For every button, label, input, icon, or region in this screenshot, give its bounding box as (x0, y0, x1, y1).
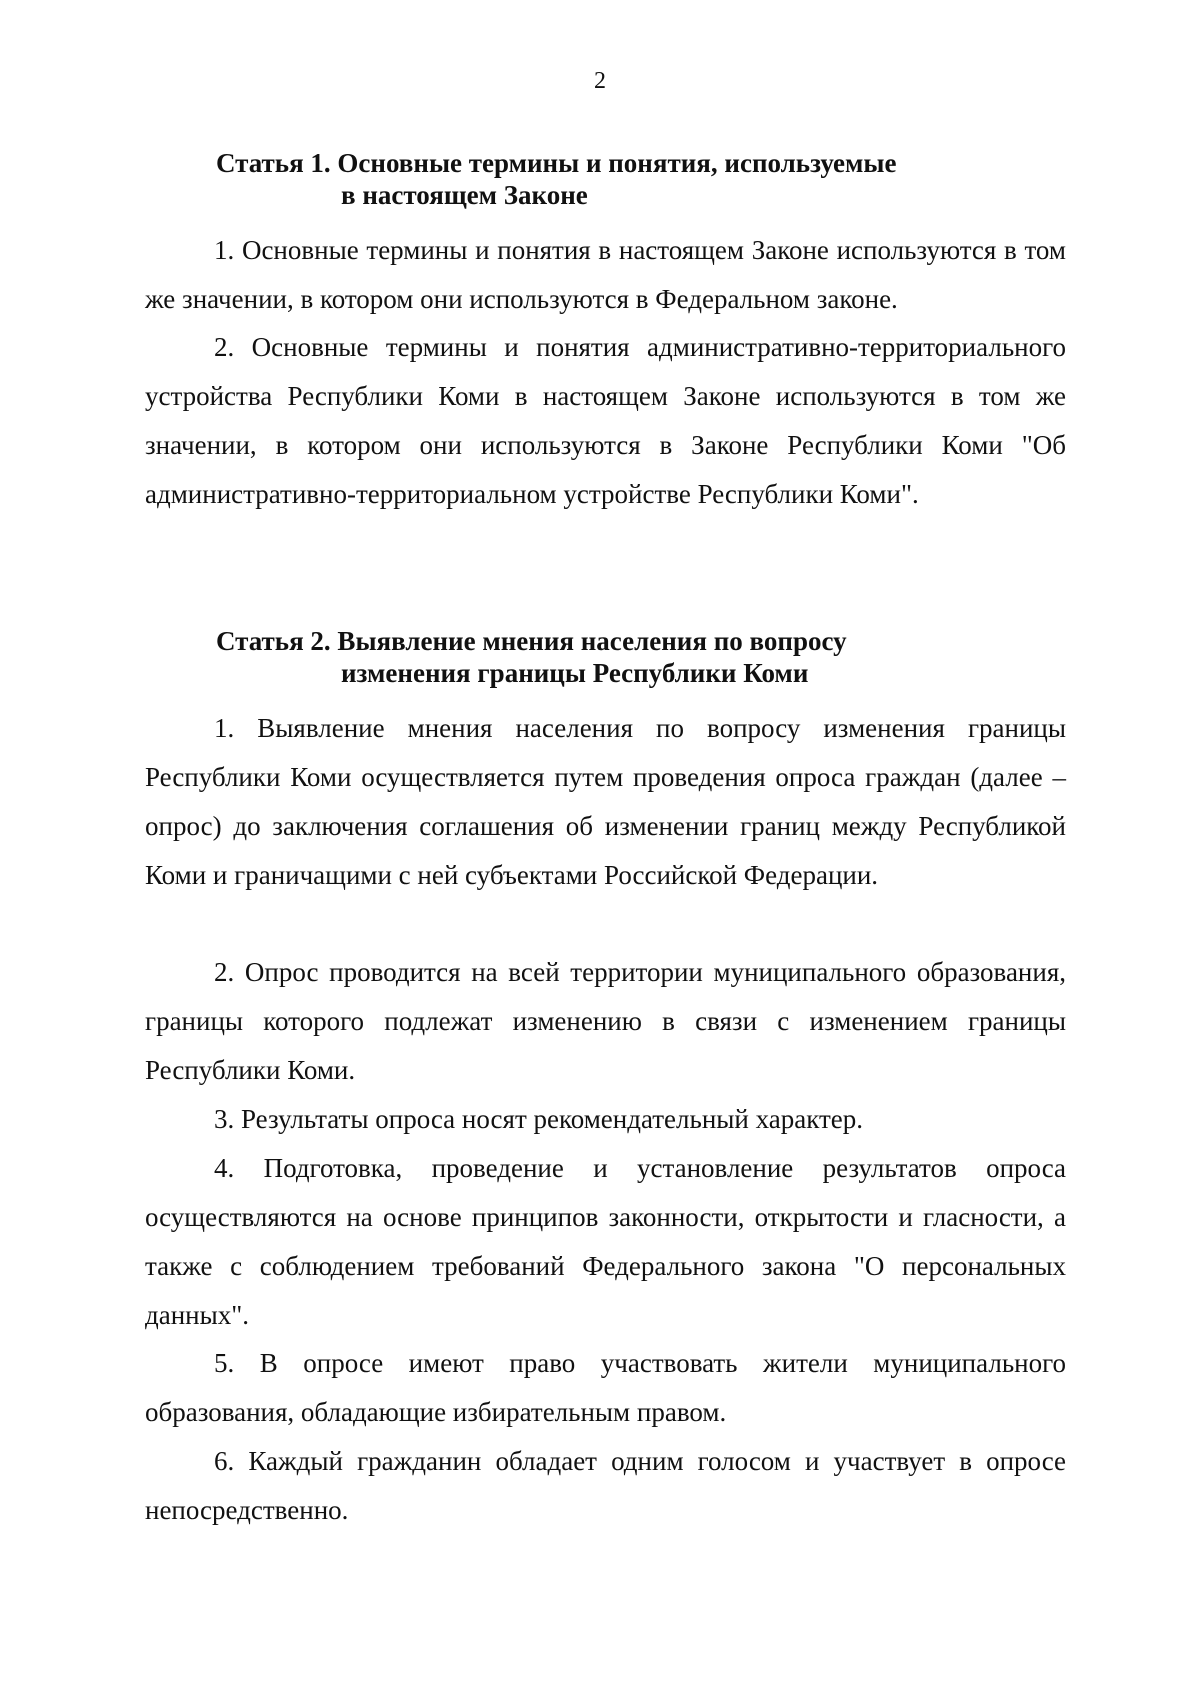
article-2-paragraph: 4. Подготовка, проведение и установление результатов опроса осуществляются на основе принципов законности, открытости и гласности, а также с соблюдением требований Федерального закона "О персональных данных". (145, 1153, 1066, 1330)
article-2-paragraph: 2. Опрос проводится на всей территории муниципального образования, границы которого подлежат изменению в связи с изменением границы Республики Коми. (145, 957, 1066, 1085)
article-1-heading (216, 147, 896, 211)
article-2-paragraph: 5. В опросе имеют право участвовать жители муниципального образования, обладающие избирательным правом. (145, 1348, 1066, 1427)
article-1-heading-line-1: Статья 1. Основные термины и понятия, используемые (216, 148, 897, 178)
article-2-paragraph: 3. Результаты опроса носят рекомендательный характер. (214, 1104, 864, 1134)
article-1-paragraph: 2. Основные термины и понятия административно-территориального устройства Республики Коми в настоящем Законе используются в том же значении, в котором они используются в Законе Республики Коми "Об административно-территориальном устройстве Республики Коми". (145, 332, 1066, 509)
article-2-heading-line-2: изменения границы Республики Коми (341, 658, 809, 688)
article-2-paragraph: 6. Каждый гражданин обладает одним голосом и участвует в опросе непосредственно. (145, 1446, 1066, 1525)
article-2-heading-line-1: Статья 2. Выявление мнения населения по вопросу (216, 626, 847, 656)
article-2-paragraph: 1. Выявление мнения населения по вопросу изменения границы Республики Коми осуществляется путем проведения опроса граждан (далее – опрос) до заключения соглашения об изменении границ между Республикой Коми и граничащими с ней субъектами Российской Федерации. (145, 713, 1066, 890)
article-1-paragraph: 1. Основные термины и понятия в настоящем Законе используются в том же значении, в котором они используются в Федеральном законе. (145, 235, 1066, 314)
article-2-heading (216, 625, 847, 689)
page-number: 2 (594, 68, 606, 94)
article-1-heading-line-2: в настоящем Законе (341, 180, 588, 210)
